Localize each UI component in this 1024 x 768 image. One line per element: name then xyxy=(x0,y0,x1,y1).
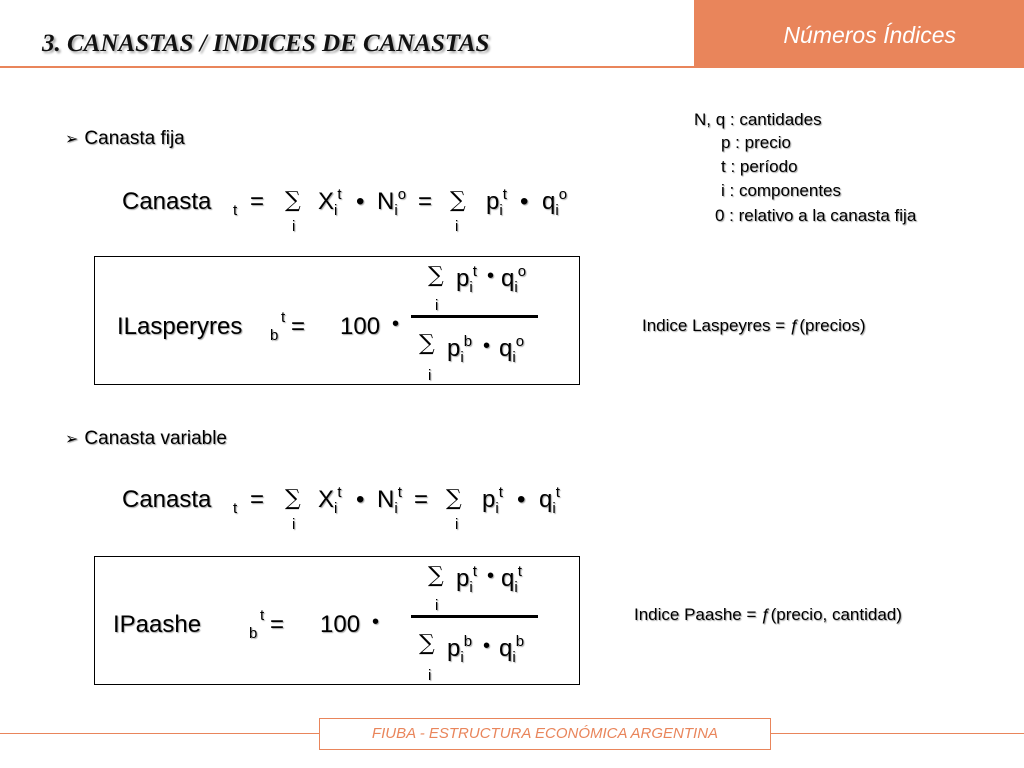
footer-rule-right xyxy=(771,733,1024,734)
slide-title: 3. CANASTAS / INDICES DE CANASTAS xyxy=(42,30,490,57)
legend-line: N, q : cantidades xyxy=(694,110,822,129)
legend-line: t : período xyxy=(721,157,798,176)
paasche-note: Indice Paashe = ƒ(precio, cantidad) xyxy=(634,605,902,624)
arrow-bullet-icon: ➢ xyxy=(65,131,79,148)
footer xyxy=(319,718,771,750)
fraction-bar xyxy=(411,615,538,618)
canasta-word: Canasta xyxy=(122,188,212,215)
canasta-word: Canasta xyxy=(122,486,212,513)
index-name: ILasperyres xyxy=(117,313,243,340)
laspeyres-formula-box: ∑ $p_i^t$ • $q_i^o$ i ∑ $p_i^b$ • $q_i^o$ i ILasperyres b t = 100 • xyxy=(94,256,580,385)
constant-100: 100 xyxy=(320,611,361,638)
paasche-formula-box: ∑ $p_i^t$ • $q_i^t$ i ∑ $p_i^b$ • $q_i^b$ i IPaashe b t = 100 • xyxy=(94,556,580,685)
bullet-canasta-variable: ➢ Canasta variable xyxy=(65,428,227,449)
section-tag-label: Números Índices xyxy=(783,22,956,48)
index-name: IPaashe xyxy=(113,611,202,638)
header-rule xyxy=(0,66,694,68)
sum-icon: ∑ xyxy=(285,486,301,511)
footer-rule-left xyxy=(0,733,319,734)
legend-line: 0 : relativo a la canasta fija xyxy=(715,206,917,225)
laspeyres-note: Indice Laspeyres = ƒ(precios) xyxy=(642,316,866,335)
sum-icon: ∑ xyxy=(419,631,435,656)
sum-icon: ∑ xyxy=(285,188,301,213)
sum-icon: ∑ xyxy=(450,188,466,213)
legend-line: i : componentes xyxy=(721,181,842,200)
constant-100: 100 xyxy=(340,313,381,340)
footer-text: FIUBA - ESTRUCTURA ECONÓMICA ARGENTINA xyxy=(371,725,719,742)
arrow-bullet-icon: ➢ xyxy=(65,431,79,448)
section-tag xyxy=(694,0,1024,68)
bullet-canasta-fija: ➢ Canasta fija xyxy=(65,128,185,149)
sum-icon: ∑ xyxy=(428,563,444,588)
sum-icon: ∑ xyxy=(428,263,444,288)
legend-line: p : precio xyxy=(721,133,791,152)
fraction-bar xyxy=(411,315,538,318)
sum-icon: ∑ xyxy=(446,486,462,511)
sum-icon: ∑ xyxy=(419,331,435,356)
